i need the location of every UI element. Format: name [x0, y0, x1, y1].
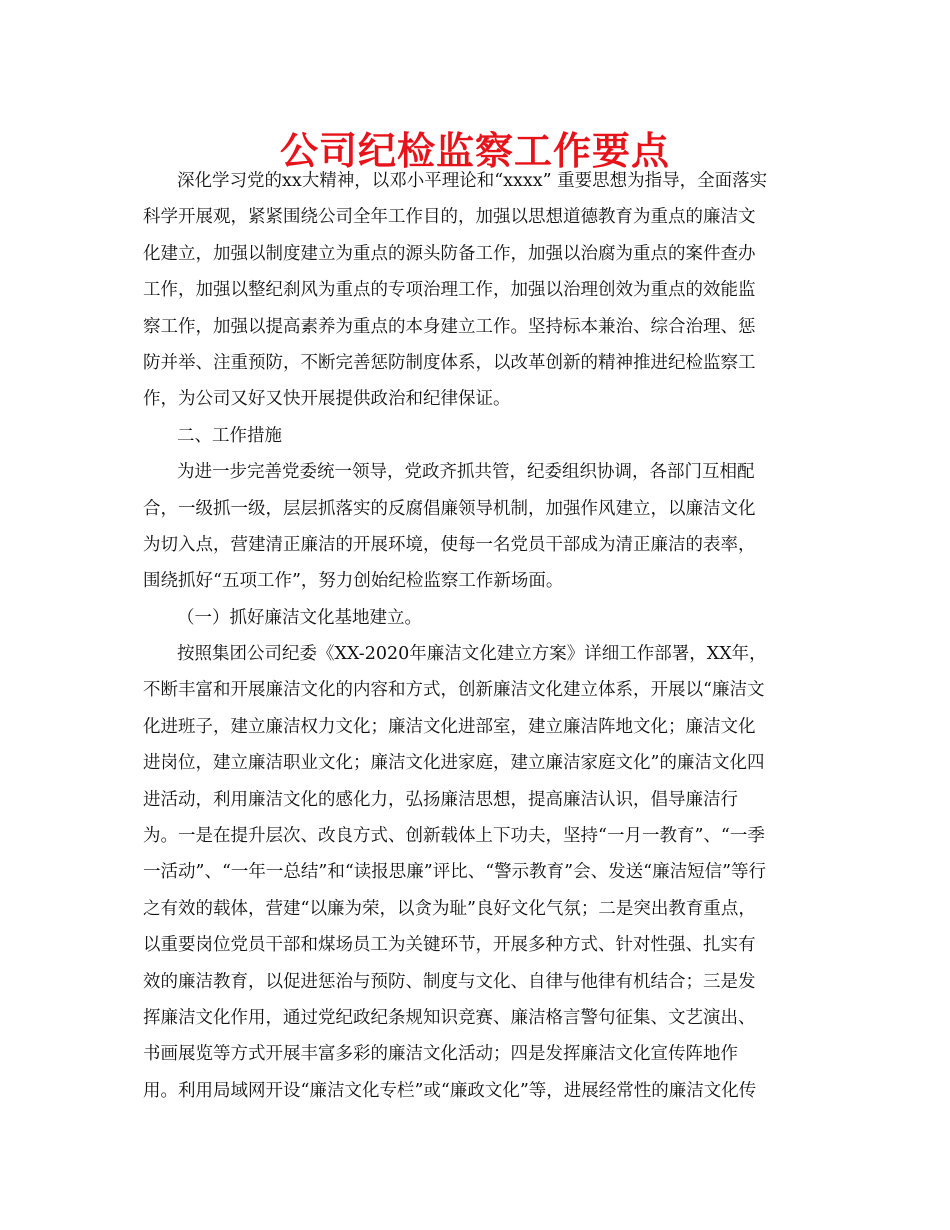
text-line: 为。一是在提升层次、改良方式、创新载体上下功夫，坚持“一月一教育”、“一季 — [143, 826, 765, 847]
text-line: 作，为公司又好又快开展提供政治和纪律保证。 — [143, 389, 511, 410]
text-line: 不断丰富和开展廉洁文化的内容和方式，创新廉洁文化建立体系，开展以“廉洁文 — [143, 680, 765, 701]
text-line: （一）抓好廉洁文化基地建立。 — [177, 607, 422, 628]
text-line: 为进一步完善党委统一领导，党政齐抓共管，纪委组织协调，各部门互相配 — [177, 462, 755, 483]
text-line: 书画展览等方式开展丰富多彩的廉洁文化活动；四是发挥廉洁文化宣传阵地作 — [143, 1044, 738, 1065]
text-line: 为切入点，营建清正廉洁的开展环境，使每一名党员干部成为清正廉洁的表率， — [143, 534, 756, 555]
text-line: 按照集团公司纪委《XX-2020年廉洁文化建立方案》详细工作部署，XX年， — [177, 644, 767, 665]
text-line: 挥廉洁文化作用，通过党纪政纪条规知识竞赛、廉洁格言警句征集、文艺演出、 — [143, 1007, 756, 1028]
text-line: 围绕抓好“五项工作”，努力创始纪检监察工作新场面。 — [143, 571, 564, 592]
text-line: 科学开展观，紧紧围绕公司全年工作目的，加强以思想道德教育为重点的廉洁文 — [143, 207, 756, 228]
text-line: 效的廉洁教育，以促进惩治与预防、制度与文化、自律与他律有机结合；三是发 — [143, 971, 756, 992]
text-line: 防并举、注重预防，不断完善惩防制度体系，以改革创新的精神推进纪检监察工 — [143, 352, 756, 373]
document-title: 公司纪检监察工作要点 — [279, 129, 670, 173]
text-line: 化进班子，建立廉洁权力文化；廉洁文化进部室，建立廉洁阵地文化；廉洁文化 — [143, 716, 756, 737]
text-line: 二、工作措施 — [177, 425, 282, 446]
text-line: 进岗位，建立廉洁职业文化；廉洁文化进家庭，建立廉洁家庭文化”的廉洁文化四 — [143, 753, 765, 774]
text-line: 察工作，加强以提高素养为重点的本身建立工作。坚持标本兼治、综合治理、惩 — [143, 316, 756, 337]
text-line: 一活动”、“一年一总结”和“读报思廉”评比、“警示教育”会、发送“廉洁短信”等行 — [143, 862, 767, 883]
text-line: 以重要岗位党员干部和煤场员工为关键环节，开展多种方式、针对性强、扎实有 — [143, 935, 756, 956]
text-line: 深化学习党的xx大精神，以邓小平理论和“xxxx” 重要思想为指导，全面落实 — [177, 171, 768, 191]
text-line: 化建立，加强以制度建立为重点的源头防备工作，加强以治腐为重点的案件查办 — [143, 243, 756, 264]
text-line: 之有效的载体，营建“以廉为荣，以贪为耻”良好文化气氛；二是突出教育重点， — [143, 898, 756, 919]
document-body — [143, 163, 807, 1109]
text-line: 进活动，利用廉洁文化的感化力，弘扬廉洁思想，提高廉洁认识，倡导廉洁行 — [143, 789, 738, 810]
text-line: 工作，加强以整纪刹风为重点的专项治理工作，加强以治理创效为重点的效能监 — [143, 280, 756, 301]
text-line: 合，一级抓一级，层层抓落实的反腐倡廉领导机制，加强作风建立，以廉洁文化 — [143, 498, 756, 519]
text-line: 用。利用局域网开设“廉洁文化专栏”或“廉政文化”等，进展经常性的廉洁文化传 — [143, 1080, 757, 1101]
